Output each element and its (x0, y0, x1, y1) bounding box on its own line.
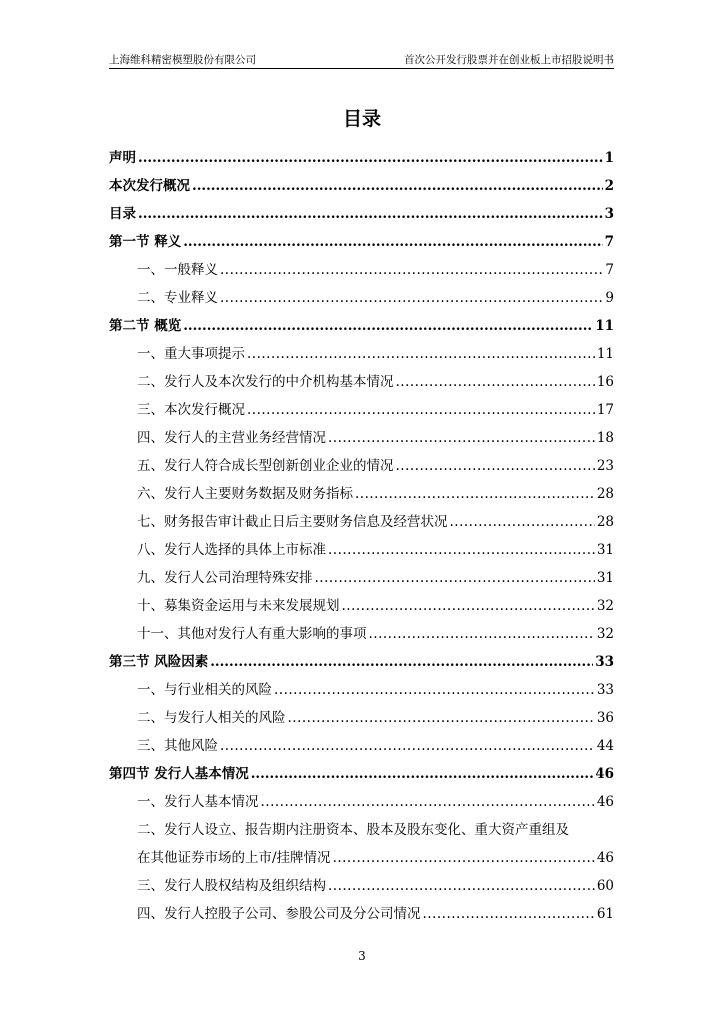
toc-entry-page-number: 7 (604, 234, 614, 250)
toc-entry[interactable] (109, 841, 614, 869)
toc-entry-page-number: 32 (596, 598, 614, 614)
toc-entry-page-number: 33 (595, 654, 614, 670)
toc-entry-page-number: 7 (605, 262, 614, 278)
toc-entry-title: 三、本次发行概况 (137, 402, 245, 418)
dot-leader (328, 430, 595, 446)
page-header (109, 52, 614, 69)
toc-entry-title: 九、发行人公司治理特殊安排 (137, 570, 313, 586)
toc-entry-page-number: 17 (596, 402, 614, 418)
toc-entry-page-number: 23 (596, 458, 614, 474)
toc-entry[interactable] (109, 169, 614, 197)
dot-leader (192, 178, 603, 194)
toc-entry[interactable] (109, 785, 614, 813)
toc-entry[interactable] (109, 365, 614, 393)
dot-leader (183, 318, 593, 334)
dot-leader (333, 850, 595, 866)
toc-entry-page-number: 28 (596, 486, 614, 502)
dot-leader (423, 906, 595, 922)
toc-entry[interactable] (109, 337, 614, 365)
toc-entry-title: 二、发行人设立、报告期内注册资本、股本及股东变化、重大资产重组及 (137, 822, 569, 838)
dot-leader (247, 346, 595, 362)
toc-entry-title: 一、与行业相关的风险 (137, 682, 272, 698)
toc-entry[interactable] (109, 393, 614, 421)
toc-entry-title: 八、发行人选择的具体上市标准 (137, 542, 326, 558)
toc-entry-title: 二、发行人及本次发行的中介机构基本情况 (137, 374, 394, 390)
dot-leader (369, 626, 595, 642)
header-document-title: 首次公开发行股票并在创业板上市招股说明书 (404, 54, 614, 66)
toc-entry-page-number: 3 (604, 206, 614, 222)
page-number: 3 (358, 949, 366, 963)
toc-entry-title: 声明 (109, 150, 136, 166)
toc-entry-page-number: 16 (596, 374, 614, 390)
dot-leader (396, 374, 595, 390)
toc-entry-title: 七、财务报告审计截止日后主要财务信息及经营状况 (137, 514, 448, 530)
toc-entry[interactable] (109, 533, 614, 561)
toc-entry[interactable] (109, 561, 614, 589)
toc-entry-page-number: 46 (595, 766, 614, 782)
toc-entry-page-number: 61 (596, 906, 614, 922)
toc-entry[interactable] (109, 281, 614, 309)
toc-entry[interactable] (109, 617, 614, 645)
toc-entry-page-number: 44 (596, 738, 614, 754)
toc-entry-page-number: 31 (596, 542, 614, 558)
toc-entry-page-number: 1 (604, 150, 614, 166)
toc-entry-page-number: 36 (596, 710, 614, 726)
dot-leader (210, 654, 593, 670)
toc-entry-title: 六、发行人主要财务数据及财务指标 (137, 486, 353, 502)
dot-leader (247, 402, 595, 418)
toc-entry[interactable] (109, 645, 614, 673)
toc-entry-title: 第一节 释义 (109, 234, 182, 250)
toc-entry[interactable] (109, 673, 614, 701)
toc-entry-title: 一、发行人基本情况 (137, 794, 259, 810)
toc-entry-page-number: 11 (596, 346, 614, 362)
dot-leader (450, 514, 595, 530)
toc-entry-title: 第二节 概览 (109, 318, 182, 334)
dot-leader (328, 542, 595, 558)
toc-entry-page-number: 32 (596, 626, 614, 642)
table-of-contents (109, 141, 614, 925)
toc-entry-title: 四、发行人的主营业务经营情况 (137, 430, 326, 446)
toc-entry-title: 十、募集资金运用与未来发展规划 (137, 598, 340, 614)
toc-entry[interactable] (109, 869, 614, 897)
dot-leader (138, 206, 603, 222)
toc-entry[interactable] (109, 197, 614, 225)
dot-leader (396, 458, 595, 474)
toc-entry-title: 三、其他风险 (137, 738, 218, 754)
dot-leader (183, 234, 602, 250)
toc-entry-title: 一、一般释义 (137, 262, 218, 278)
dot-leader (220, 290, 603, 306)
dot-leader (342, 598, 595, 614)
toc-entry-page-number: 33 (596, 682, 614, 698)
toc-entry[interactable] (109, 449, 614, 477)
header-company-name: 上海维科精密模塑股份有限公司 (109, 54, 256, 66)
toc-entry-page-number: 18 (596, 430, 614, 446)
dot-leader (220, 262, 603, 278)
toc-entry[interactable] (109, 729, 614, 757)
toc-entry-page-number: 60 (596, 878, 614, 894)
dot-leader (220, 738, 595, 754)
dot-leader (288, 710, 595, 726)
toc-entry-title: 十一、其他对发行人有重大影响的事项 (137, 626, 367, 642)
toc-entry[interactable] (109, 897, 614, 925)
toc-entry-page-number: 2 (604, 178, 614, 194)
toc-entry-title: 二、与发行人相关的风险 (137, 710, 286, 726)
toc-entry[interactable] (109, 253, 614, 281)
toc-entry[interactable] (109, 505, 614, 533)
toc-entry[interactable] (109, 225, 614, 253)
toc-entry-title: 四、发行人控股子公司、参股公司及分公司情况 (137, 906, 421, 922)
toc-entry[interactable] (109, 813, 614, 841)
toc-entry-page-number: 46 (596, 850, 614, 866)
toc-entry-title: 本次发行概况 (109, 178, 190, 194)
toc-entry-title: 三、发行人股权结构及组织结构 (137, 878, 326, 894)
page-title: 目录 (342, 108, 381, 130)
toc-entry-page-number: 46 (596, 794, 614, 810)
dot-leader (251, 766, 594, 782)
toc-entry[interactable] (109, 309, 614, 337)
toc-entry-title: 第四节 发行人基本情况 (109, 766, 249, 782)
toc-entry[interactable] (109, 477, 614, 505)
toc-entry-title: 目录 (109, 206, 136, 222)
toc-entry[interactable] (109, 141, 614, 169)
toc-entry-title: 二、专业释义 (137, 290, 218, 306)
toc-entry[interactable] (109, 421, 614, 449)
dot-leader (261, 794, 595, 810)
toc-entry-title: 五、发行人符合成长型创新创业企业的情况 (137, 458, 394, 474)
toc-entry-page-number: 28 (596, 514, 614, 530)
toc-entry[interactable] (109, 701, 614, 729)
toc-entry-title: 一、重大事项提示 (137, 346, 245, 362)
dot-leader (328, 878, 595, 894)
toc-entry[interactable] (109, 757, 614, 785)
dot-leader (138, 150, 603, 166)
dot-leader (355, 486, 595, 502)
toc-entry-title: 在其他证券市场的上市/挂牌情况 (137, 850, 331, 866)
dot-leader (315, 570, 595, 586)
toc-entry[interactable] (109, 589, 614, 617)
dot-leader (274, 682, 595, 698)
toc-entry-page-number: 9 (605, 290, 614, 306)
toc-entry-page-number: 11 (595, 318, 614, 334)
toc-entry-title: 第三节 风险因素 (109, 654, 209, 670)
toc-entry-page-number: 31 (596, 570, 614, 586)
